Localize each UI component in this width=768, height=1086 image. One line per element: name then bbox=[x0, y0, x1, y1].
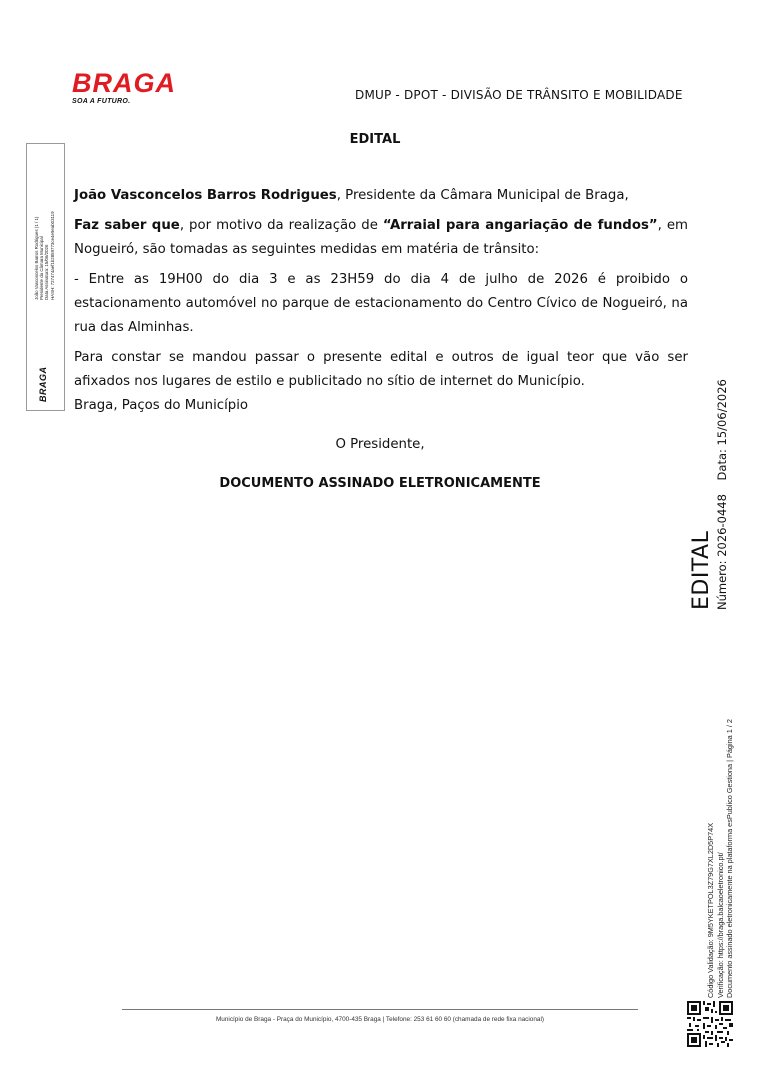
signature-stamp bbox=[26, 143, 65, 411]
record-type: EDITAL bbox=[689, 530, 714, 610]
place-line: Braga, Paços do Município bbox=[74, 398, 249, 413]
logo-tagline: SOA A FUTURO. bbox=[72, 98, 131, 105]
signed-electronically-note: DOCUMENTO ASSINADO ELETRONICAMENTE bbox=[219, 476, 541, 491]
signatory-label: O Presidente, bbox=[335, 437, 425, 452]
mayor-name: João Vasconcelos Barros Rodrigues bbox=[74, 188, 337, 203]
stamp-signer: João Vasconcelos Barros Rodrigues (1 / 1) bbox=[34, 216, 39, 300]
validation-code: Código Validação: 9M5YKETPOL3Z79G7XL2D5P74X bbox=[706, 822, 715, 998]
department-header: DMUP - DPOT - DIVISÃO DE TRÂNSITO E MOBILIDADE bbox=[355, 88, 683, 102]
notice-text-end: , em Nogueiró, são tomadas as seguintes medidas em matéria de trânsito: bbox=[74, 218, 688, 257]
stamp-role: Presidente da Câmara Municipal bbox=[39, 236, 45, 300]
stamp-hash: HASH: 727474aef1b2859773ce4e9eab03119 bbox=[49, 211, 55, 300]
stamp-details bbox=[34, 211, 55, 300]
traffic-measure: - Entre as 19H00 do dia 3 e as 23H59 do dia 4 de julho de 2026 é proibido o estacionamento automóvel no parque de estacionamento do Centro Cívico de Nogueiró, na rua das Alminhas. bbox=[74, 272, 688, 335]
logo-wordmark: BRAGA bbox=[72, 68, 176, 98]
braga-logo bbox=[72, 70, 192, 110]
document-title: EDITAL bbox=[349, 132, 401, 147]
stamp-brand: BRAGA bbox=[38, 366, 48, 402]
event-name: “Arraial para angariação de fundos” bbox=[382, 218, 658, 233]
stamp-date: Data Assinatura: 15/06/2026 bbox=[44, 244, 50, 300]
footer-address: Município de Braga - Praça do Município, 4700-435 Braga | Telefone: 253 61 60 60 (chamada de rede fixa nacional) bbox=[215, 1016, 545, 1023]
platform-note: Documento assinado eletronicamente na plataforma esPublico Gestiona | Página 1 / 2 bbox=[725, 719, 734, 998]
validation-info bbox=[706, 698, 746, 998]
intro-paragraph bbox=[74, 184, 688, 208]
document-body bbox=[74, 184, 688, 424]
qr-code-icon bbox=[687, 1001, 733, 1047]
closing-paragraph: Para constar se mandou passar o presente edital e outros de igual teor que vão ser afixados nos lugares de estilo e publicitado no sítio de internet do Município. bbox=[74, 350, 688, 389]
faz-saber-label: Faz saber que bbox=[74, 218, 180, 233]
notice-text: , por motivo da realização de bbox=[179, 218, 383, 233]
record-number: Número: 2026-0448 bbox=[715, 494, 729, 610]
edital-record-block bbox=[689, 379, 750, 610]
record-meta bbox=[714, 379, 730, 610]
notice-paragraph bbox=[74, 214, 688, 262]
intro-text: , Presidente da Câmara Municipal de Braga, bbox=[336, 188, 629, 203]
verification-url: Verificação: https://braga.balcaoeletronico.pt/ bbox=[715, 852, 725, 998]
footer-divider bbox=[122, 1009, 638, 1010]
record-date: Data: 15/06/2026 bbox=[715, 379, 729, 481]
